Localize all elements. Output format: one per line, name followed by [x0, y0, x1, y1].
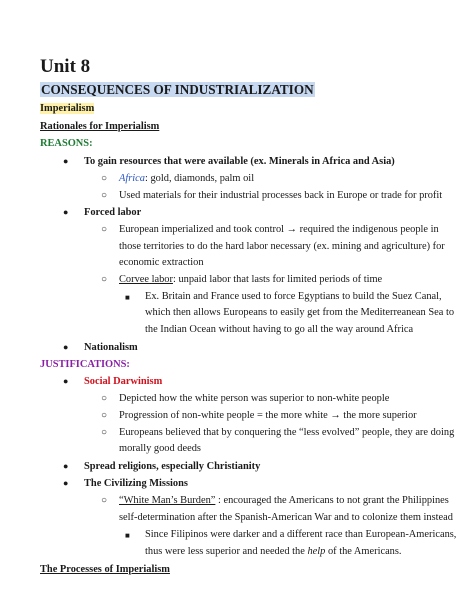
justification-3-example-line-2 — [145, 545, 402, 558]
reason-2-example-line-3: the Indian Ocean without having to go all the way around Africa — [145, 324, 414, 335]
bullet-icon: ● — [63, 156, 69, 166]
circle-bullet-icon: ○ — [101, 274, 108, 285]
justification-3-sub-1 — [119, 494, 449, 507]
processes-heading: The Processes of Imperialism — [40, 564, 170, 575]
circle-bullet-icon: ○ — [101, 190, 108, 201]
reason-1-sub-1-text: : gold, diamonds, palm oil — [144, 173, 255, 184]
main-heading — [40, 82, 315, 98]
circle-bullet-icon: ○ — [101, 495, 108, 506]
example-text-c: of the Americans. — [325, 546, 402, 557]
circle-bullet-icon: ○ — [101, 410, 108, 421]
justification-1-sub-3-line-2: morally good deeds — [119, 443, 201, 454]
reason-3: Nationalism — [84, 342, 138, 353]
bullet-icon: ● — [63, 461, 69, 471]
bullet-icon: ● — [63, 376, 69, 386]
circle-bullet-icon: ○ — [101, 427, 108, 438]
reason-2-example-line-2: which then allows Europeans to easily get from the Mediterreanean Sea to — [145, 307, 455, 318]
reasons-heading: REASONS: — [40, 138, 93, 149]
circle-bullet-icon: ○ — [101, 224, 108, 235]
reason-2: Forced labor — [84, 207, 142, 218]
main-heading-text: CONSEQUENCES OF INDUSTRIALIZATION — [41, 82, 314, 97]
rationales-heading: Rationales for Imperialism — [40, 121, 160, 132]
justification-1-sub-3-line-1: Europeans believed that by conquering the “less evolved” people, they are doing — [119, 427, 455, 438]
reason-2-sub-1-line-1: European imperialized and took control → required the indigenous people in — [119, 224, 439, 235]
circle-bullet-icon: ○ — [101, 393, 108, 404]
justification-3: The Civilizing Missions — [84, 478, 188, 489]
justification-1: Social Darwinism — [84, 376, 163, 387]
example-text-a: thus were less superior and needed the — [145, 546, 308, 557]
reason-2-sub-1-line-3: economic extraction — [119, 257, 204, 268]
reason-2-sub-2 — [119, 273, 382, 286]
imperialism-label-text: Imperialism — [40, 103, 95, 114]
bullet-icon: ● — [63, 478, 69, 488]
unit-title: Unit 8 — [40, 56, 91, 77]
justification-1-sub-1: Depicted how the white person was superior to non-white people — [119, 393, 390, 404]
square-bullet-icon: ■ — [125, 293, 130, 302]
justification-1-sub-2: Progression of non-white people = the more white → the more superior — [119, 410, 417, 421]
imperialism-label — [40, 102, 94, 115]
reason-2-sub-1-line-2: those territories to do the hard labor necessary (ex. mining and agriculture) for — [119, 241, 445, 252]
bullet-icon: ● — [63, 342, 69, 352]
justification-3-example-line-1: Since Filipinos were darker and a different race than European-Americans, — [145, 529, 457, 540]
reason-2-example-line-1: Ex. Britain and France used to force Egyptians to build the Suez Canal, — [145, 291, 442, 302]
reason-1-sub-1 — [119, 172, 254, 185]
reason-1: To gain resources that were available (ex. Minerals in Africa and Asia) — [84, 156, 395, 167]
justification-3-sub-1-text: : encouraged the Americans to not grant the Philippines — [215, 495, 449, 506]
reason-2-sub-2-text: : unpaid labor that lasts for limited periods of time — [172, 274, 383, 285]
corvee-labor-term: Corvee labor — [119, 274, 173, 285]
bullet-icon: ● — [63, 207, 69, 217]
white-mans-burden-term: “White Man’s Burden” — [119, 495, 216, 506]
justification-2: Spread religions, especially Christianity — [84, 461, 261, 472]
circle-bullet-icon: ○ — [101, 173, 108, 184]
square-bullet-icon: ■ — [125, 531, 130, 540]
reason-1-sub-2: Used materials for their industrial processes back in Europe or trade for profit — [119, 190, 443, 201]
africa-term: Africa — [119, 173, 145, 184]
help-term: help — [307, 546, 326, 557]
justification-3-sub-1-line-2: self-determination after the Spanish-American War and to colonize them instead — [119, 512, 453, 523]
justifications-heading: JUSTIFICATIONS: — [40, 359, 130, 370]
